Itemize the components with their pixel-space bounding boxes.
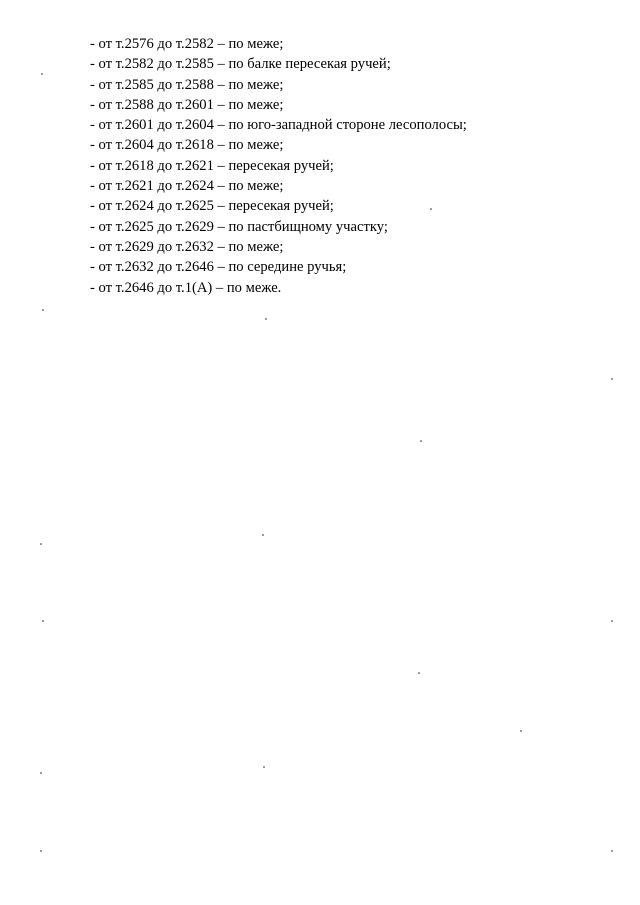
boundary-segment-item: - от т.2624 до т.2625 – пересекая ручей; [90,198,334,215]
scan-speck [40,772,42,774]
boundary-segment-item: - от т.2576 до т.2582 – по меже; [90,36,284,52]
boundary-segment-item: - от т.2632 до т.2646 – по середине ручья; [90,259,347,276]
scan-speck [265,318,267,320]
scan-speck [40,850,42,852]
boundary-segment-list [90,34,467,298]
boundary-segment-item: - от т.2604 до т.2618 – по меже; [90,137,284,154]
scan-speck [42,620,44,622]
scan-speck [418,672,420,674]
boundary-segment-item: - от т.2621 до т.2624 – по меже; [90,178,284,195]
scan-speck [42,309,44,311]
scan-speck [430,208,432,210]
boundary-segment-item: - от т.2646 до т.1(А) – по меже. [90,279,282,296]
scan-speck [262,534,264,536]
scan-speck [611,850,613,852]
boundary-segment-item: - от т.2582 до т.2585 – по балке пересекая ручей; [90,56,391,73]
boundary-segment-item: - от т.2588 до т.2601 – по меже; [90,96,284,113]
scan-speck [41,73,43,75]
scan-speck [420,440,422,442]
scan-speck [40,543,42,545]
scan-speck [611,620,613,622]
boundary-segment-item: - от т.2601 до т.2604 – по юго-западной стороне лесополосы; [90,117,467,134]
boundary-segment-item: - от т.2585 до т.2588 – по меже; [90,76,284,93]
scan-speck [520,730,522,732]
boundary-segment-item: - от т.2629 до т.2632 – по меже; [90,238,284,255]
scan-speck [611,378,613,380]
scan-speck [263,766,265,768]
boundary-segment-item: - от т.2625 до т.2629 – по пастбищному участку; [90,218,388,235]
boundary-segment-item: - от т.2618 до т.2621 – пересекая ручей; [90,157,334,174]
